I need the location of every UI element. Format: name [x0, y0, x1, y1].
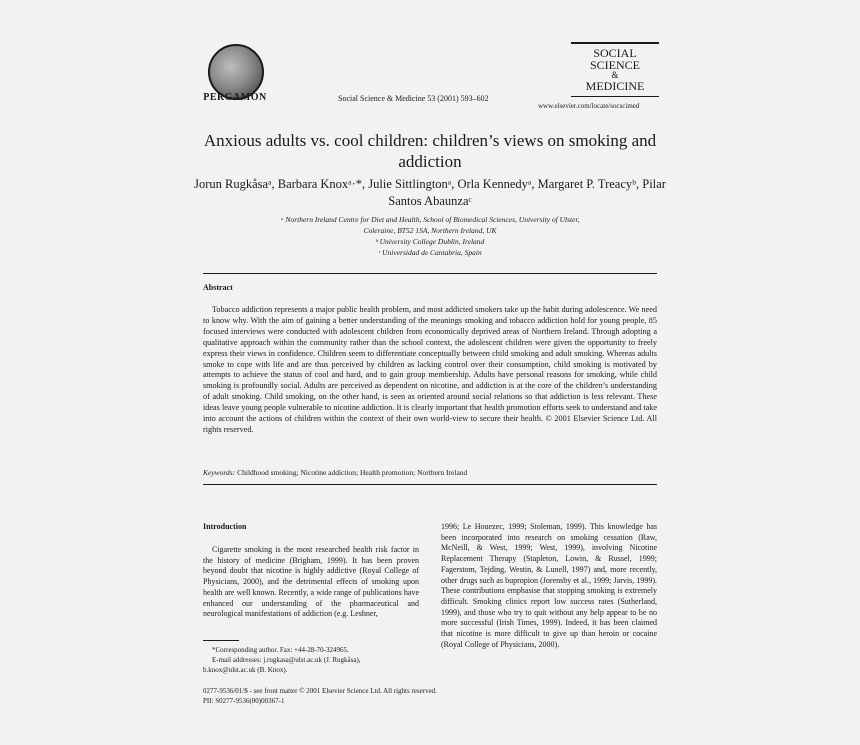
intro-heading: Introduction: [203, 522, 247, 531]
footnotes: [203, 645, 419, 675]
affiliation-line: Coleraine, BT52 1SA, Northern Ireland, UK: [363, 226, 497, 235]
journal-logo-rule: [571, 96, 659, 97]
journal-url[interactable]: www.elsevier.com/locate/socscimed: [538, 102, 640, 110]
intro-right-column: 1996; Le Houezec, 1999; Stoleman, 1999). This knowledge has been incorporated into research on smoking cessation (Raw, McNeill, & West, 1999; West, 1999), involving Nicotine Replacement Therapy (Stapleton, Lowin, & Russel, 1999; Fagerstom, Tejding, Westin, & Lunell, 1997) and, more recently, other drugs such as bupropion (Jorensby et al., 1999; Jarvis, 1999). These contributions emphasise that stopping smoking is extremely difficult. Smoking clinics report low success rates (Sutherland, 1999), and those who try to quit without any help appear to be no more successful (Irish Times, 1999). Indeed, it has been claimed that nicotine is more difficult to give up than heroin or cocaine (Royal College of Physicians, 2000).: [441, 522, 657, 649]
bottom-notes: [203, 686, 657, 706]
copyright-line: 0277-9536/01/$ - see front matter © 2001 Elsevier Science Ltd. All rights reserved.: [203, 687, 437, 695]
abstract-top-rule: [203, 273, 657, 274]
keywords: [203, 468, 657, 477]
author-list: Jorun Rugkåsaᵃ, Barbara Knoxᵃ·*, Julie Sittlingtonᵃ, Orla Kennedyᵃ, Margaret P. Treacyᵇ, Pilar Santos Abaunzaᶜ: [194, 177, 666, 208]
abstract-text: Tobacco addiction represents a major public health problem, and most addicted smokers take up the habit during adolescence. We need to know why. With the aim of gaining a better understanding of the meanings smoking and tobacco addiction hold for young people, 85 focused interviews were conducted with adolescent children from economically deprived areas of Northern Ireland. Through adopting a qualitative approach within the community rather than the school context, the adolescent children were given the opportunity to freely express their views in confidence. Children seem to differentiate conceptually between child smoking and adult smoking. Whereas adults smoke to cope with life and are thus perceived by children as lacking control over their consumption, child smoking is motivated by attempts to achieve the status of cool and hard, and to gain group membership. Adults have personal reasons for smoking, while child smoking is profoundly social. Adults are perceived as dependent on nicotine, and addiction is at the core of the children’s understanding of adult smoking. Child smoking, on the other hand, is seen as oriented around social relations so that addiction is less relevant. These ideas leave young people vulnerable to nicotine addiction. It is clearly important that health promotion efforts seek to understand and take into account the actions of children within the context of their own world-view to secure their health. © 2001 Elsevier Science Ltd. All rights reserved.: [203, 305, 657, 434]
email-note: E-mail addresses: j.rugkasa@ulst.ac.uk (J. Rugkåsa),: [212, 656, 361, 664]
affiliation-line: ᵃ Northern Ireland Centre for Diet and Health, School of Biomedical Sciences, University of Ulster,: [280, 215, 580, 224]
journal-reference: Social Science & Medicine 53 (2001) 593–602: [338, 94, 489, 103]
email-note-cont: b.knox@ulst.ac.uk (B. Knox).: [203, 666, 288, 674]
pii-line: PII: S0277-9536(00)00367-1: [203, 697, 285, 705]
abstract-bottom-rule: [203, 484, 657, 485]
journal-logo-line: SCIENCE: [589, 58, 640, 72]
journal-logo-line: MEDICINE: [585, 79, 645, 93]
journal-logo: [571, 42, 659, 92]
keywords-list: Childhood smoking; Nicotine addiction; Health promotion; Northern Ireland: [237, 468, 468, 477]
publisher-name: PERGAMON: [203, 92, 267, 103]
affiliation-line: ᶜ Universidad de Cantabria, Spain: [378, 248, 482, 257]
corresponding-author-note: *Corresponding author. Fax: +44-28-70-324965.: [212, 646, 349, 654]
journal-logo-line: &: [611, 70, 619, 80]
intro-left-column: Cigarette smoking is the most researched health risk factor in the history of medicine (Brigham, 1999). It has been proven beyond doubt that nicotine is highly addictive (Royal College of Physicians, 2000), and the detrimental effects of smoking upon health are well known. Recently, a wide range of publications have enhanced our understanding of the pharmaceutical and neurological manifestations of addiction (e.g. Leshner,: [203, 545, 419, 619]
footnote-rule: [203, 640, 239, 641]
abstract-heading: Abstract: [203, 283, 233, 292]
keywords-label: Keywords:: [203, 468, 236, 477]
article-title: Anxious adults vs. cool children: children’s views on smoking and addiction: [203, 131, 657, 171]
affiliation-line: ᵇ University College Dublin, Ireland: [375, 237, 485, 246]
affiliations: [190, 214, 670, 258]
journal-logo-line: SOCIAL: [593, 46, 637, 60]
